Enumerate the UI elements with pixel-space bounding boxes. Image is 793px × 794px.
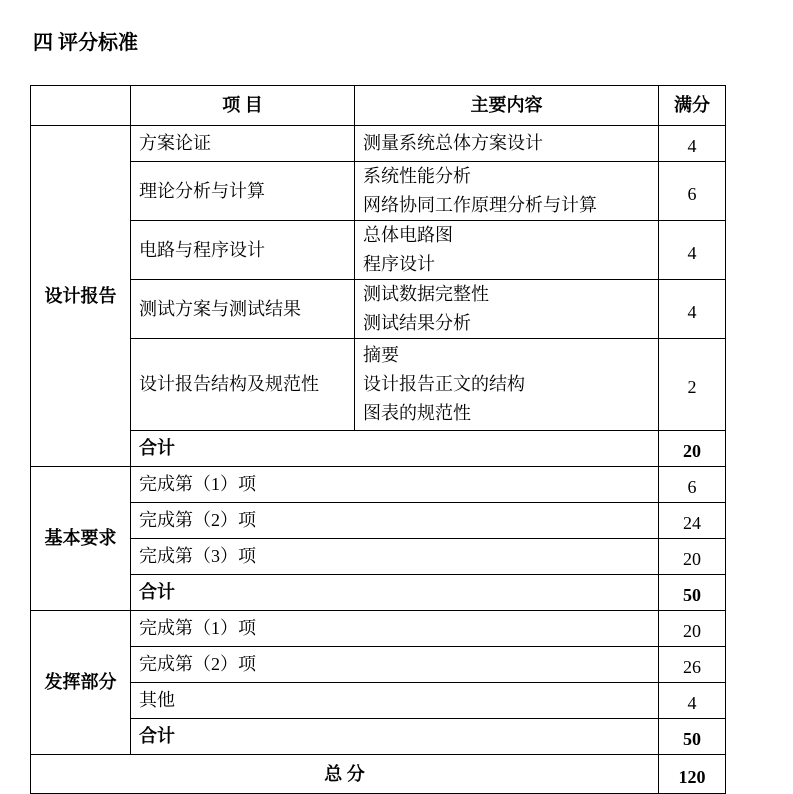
section-name: 设计报告	[31, 126, 131, 467]
score-cell: 20	[659, 611, 726, 647]
score-cell: 26	[659, 647, 726, 683]
score-cell: 4	[659, 221, 726, 280]
header-score: 满分	[659, 86, 726, 126]
score-cell: 2	[659, 339, 726, 431]
item-cell: 完成第（1）项	[131, 611, 659, 647]
subtotal-row	[31, 431, 726, 467]
score-cell: 4	[659, 280, 726, 339]
content-cell	[355, 280, 659, 339]
table-row	[31, 221, 726, 280]
item-cell: 其他	[131, 683, 659, 719]
item-cell: 完成第（1）项	[131, 467, 659, 503]
item-cell: 完成第（3）项	[131, 539, 659, 575]
score-cell: 20	[659, 539, 726, 575]
table-row	[31, 611, 726, 647]
content-line: 图表的规范性	[363, 403, 471, 423]
item-cell: 方案论证	[131, 126, 355, 162]
subtotal-row	[31, 719, 726, 755]
table-row	[31, 126, 726, 162]
table-row	[31, 280, 726, 339]
subtotal-score: 50	[659, 575, 726, 611]
content-line: 程序设计	[363, 254, 435, 274]
item-cell: 理论分析与计算	[131, 162, 355, 221]
score-cell: 6	[659, 162, 726, 221]
content-line: 摘要	[363, 345, 399, 365]
content-cell	[355, 221, 659, 280]
total-label: 总 分	[31, 755, 659, 794]
item-cell: 设计报告结构及规范性	[131, 339, 355, 431]
section-title: 四 评分标准	[33, 32, 138, 54]
subtotal-score: 20	[659, 431, 726, 467]
content-line: 测试数据完整性	[363, 284, 489, 304]
score-cell: 4	[659, 683, 726, 719]
table-row	[31, 339, 726, 431]
subtotal-row	[31, 575, 726, 611]
content-line: 总体电路图	[363, 225, 453, 245]
content-cell	[355, 126, 659, 162]
score-cell: 4	[659, 126, 726, 162]
table-row	[31, 683, 726, 719]
scoring-table	[30, 85, 726, 794]
content-line: 网络协同工作原理分析与计算	[363, 195, 597, 215]
table-row	[31, 503, 726, 539]
header-blank	[31, 86, 131, 126]
content-line: 系统性能分析	[363, 166, 471, 186]
content-line: 测量系统总体方案设计	[363, 133, 543, 153]
subtotal-label: 合计	[131, 431, 659, 467]
content-line: 设计报告正文的结构	[363, 374, 525, 394]
content-cell	[355, 339, 659, 431]
table-row	[31, 467, 726, 503]
total-row	[31, 755, 726, 794]
content-cell	[355, 162, 659, 221]
total-score: 120	[659, 755, 726, 794]
subtotal-label: 合计	[131, 719, 659, 755]
header-content: 主要内容	[355, 86, 659, 126]
subtotal-score: 50	[659, 719, 726, 755]
content-line: 测试结果分析	[363, 313, 471, 333]
score-cell: 6	[659, 467, 726, 503]
item-cell: 完成第（2）项	[131, 647, 659, 683]
item-cell: 电路与程序设计	[131, 221, 355, 280]
section-name: 基本要求	[31, 467, 131, 611]
subtotal-label: 合计	[131, 575, 659, 611]
score-cell: 24	[659, 503, 726, 539]
header-row	[31, 86, 726, 126]
table-row	[31, 647, 726, 683]
table-row	[31, 162, 726, 221]
table-row	[31, 539, 726, 575]
section-name: 发挥部分	[31, 611, 131, 755]
item-cell: 测试方案与测试结果	[131, 280, 355, 339]
item-cell: 完成第（2）项	[131, 503, 659, 539]
header-item: 项 目	[131, 86, 355, 126]
